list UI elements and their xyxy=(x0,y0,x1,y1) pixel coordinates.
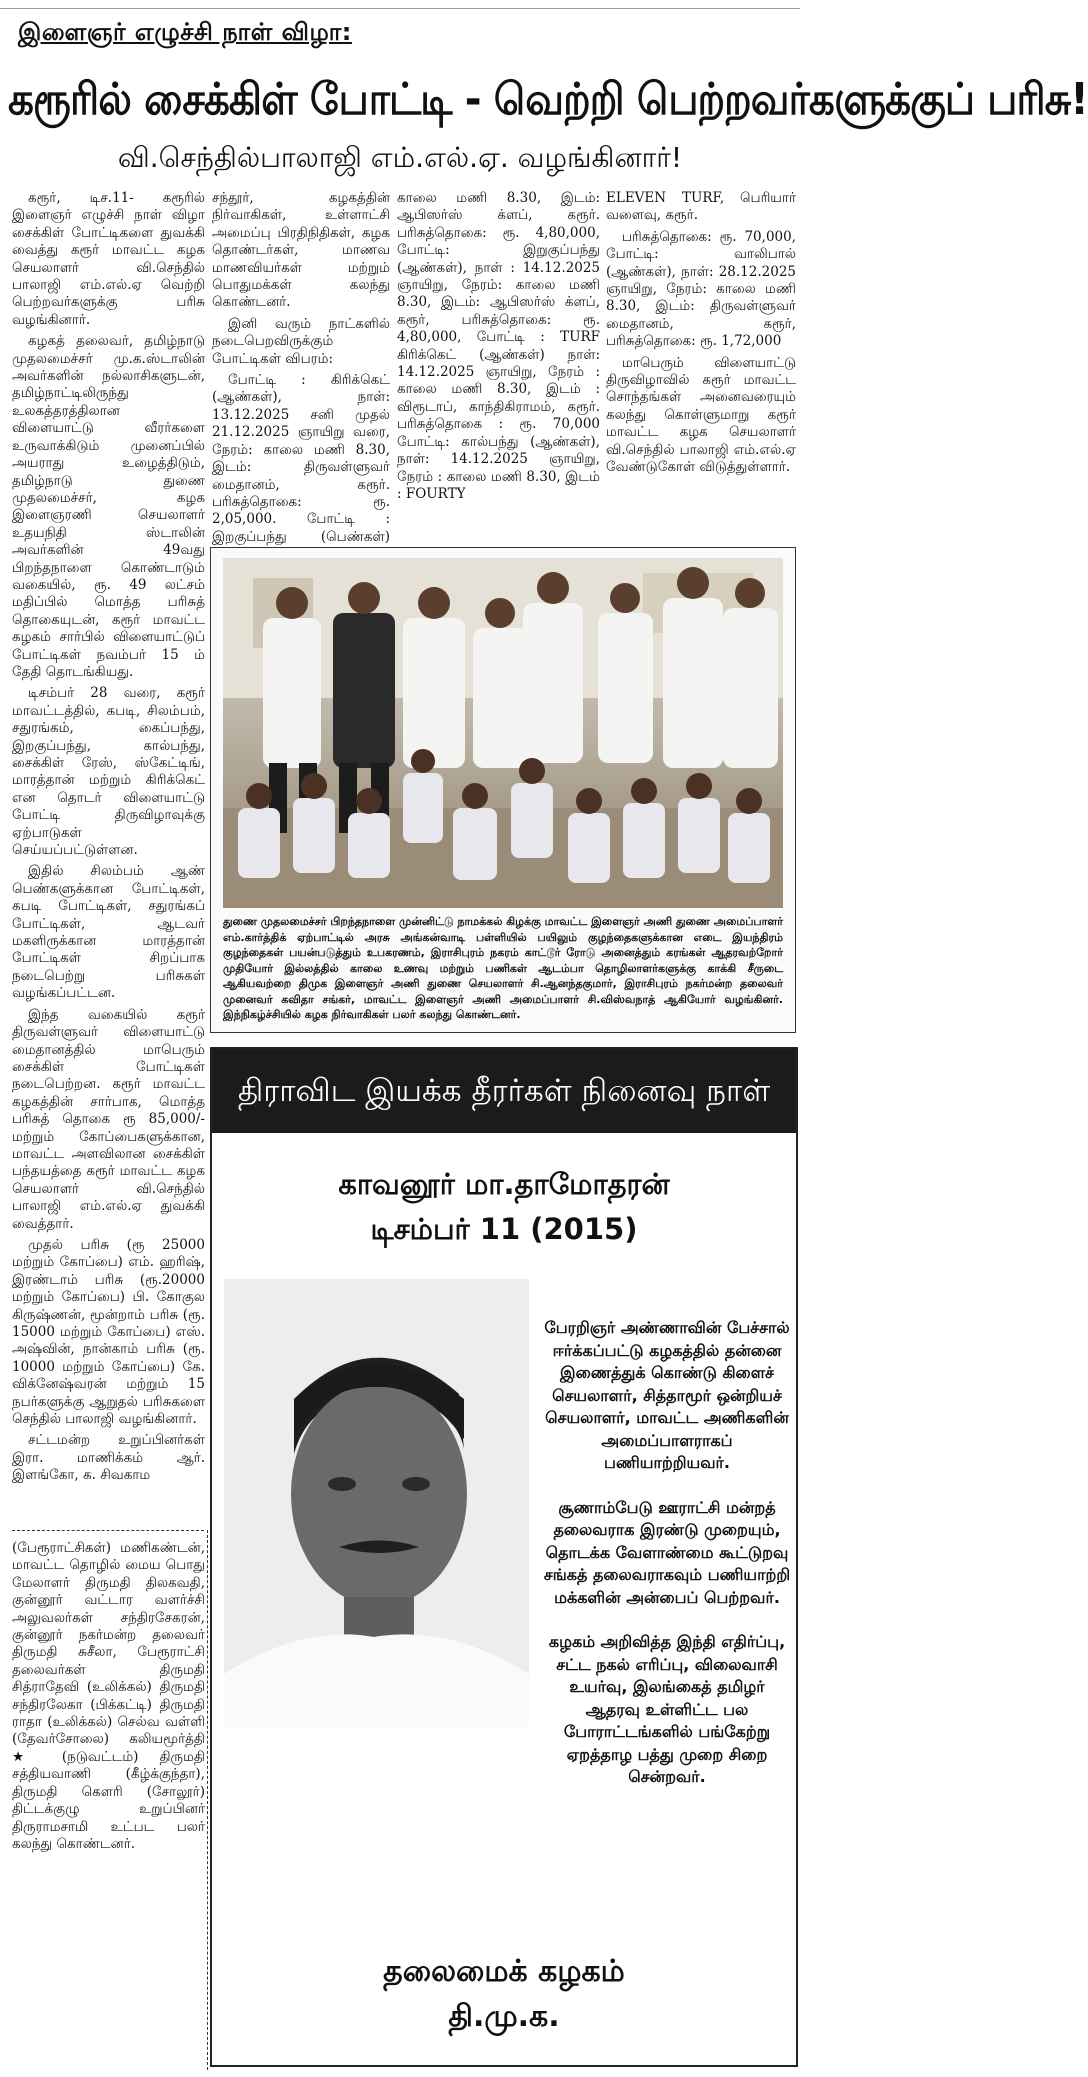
dashed-divider-horizontal xyxy=(12,1530,204,1531)
article-paragraph: (பேரூராட்சிகள்) மணிகண்டன், மாவட்ட தொழில் மைய பொது மேலாளர் திருமதி திலகவதி, குன்னூர் வட்டார வளர்ச்சி அலுவலர்கள் சந்திரசேகரன், குன்னூர் நகர்மன்ற தலைவர் திருமதி சுசீலா, பேரூராட்சி தலைவர்கள் திருமதி சித்ராதேவி (உலிக்கல்) திருமதி சந்திரலேகா (பிக்கட்டி) திருமதி ராதா (உலிக்கல்) செல்வ வள்ளி (தேவர்சோலை) கலியமூர்த்தி ★ (நடுவட்டம்) திருமதி சத்தியவாணி (கீழ்க்குந்தா), திருமதி கௌரி (சோலூர்) திட்டக்குழு உறுப்பினர் திருராமசாமி உட்பட பலர் கலந்து கொண்டனர். xyxy=(12,1540,205,1852)
article-column-2 xyxy=(212,190,390,545)
memorial-banner: திராவிட இயக்க தீரர்கள் நினைவு நாள் xyxy=(212,1049,796,1133)
memorial-paragraph: கழகம் அறிவித்த இந்தி எதிர்ப்பு, சட்ட நகல் எரிப்பு, விலைவாசி உயர்வு, இலங்கைத் தமிழர் ஆதரவு உள்ளிட்ட பல போராட்டங்களில் பங்கேற்று ஏறத்தாழ பத்து முறை சிறை சென்றவர். xyxy=(548,1632,786,1786)
article-column-3 xyxy=(397,190,600,545)
article-paragraph: சட்டமன்ற உறுப்பினர்கள் இரா. மாணிக்கம் ஆர். இளங்கோ, க. சிவகாம xyxy=(12,1432,205,1484)
article-paragraph: இதில் சிலம்பம் ஆண் பெண்களுக்கான போட்டிகள், கபடி போட்டிகள், சதுரங்கப் போட்டிகள், ஆடவர் மகளிருக்கான மாரத்தான் போட்டிகள் சிறப்பாக நடைபெற்று பரிசுகள் வழங்கப்பட்டன. xyxy=(12,863,205,1002)
article-paragraph: சந்தூர், கழகத்தின் நிர்வாகிகள், உள்ளாட்சி அமைப்பு பிரதிநிதிகள், கழக தொண்டர்கள், மாணவ மாணவியர்கள் மற்றும் பொதுமக்கள் கலந்து கொண்டனர். xyxy=(212,190,390,311)
group-photo xyxy=(223,558,783,908)
memorial-paragraph: சூணாம்பேடு ஊராட்சி மன்றத் தலைவராக இரண்டு முறையும், தொடக்க வேளாண்மை கூட்டுறவு சங்கத் தலைவராகவும் பணியாற்றி மக்களின் அன்பைப் பெற்றவர். xyxy=(543,1497,791,1607)
article-paragraph: பரிசுத்தொகை: ரூ. 70,000, போட்டி: வாலிபால் (ஆண்கள்), நாள்: 28.12.2025 ஞாயிறு, நேரம்: காலை மணி 8.30, இடம்: திருவள்ளுவர் மைதானம், கரூர், பரிசுத்தொகை: ரூ. 1,72,000 xyxy=(606,228,796,350)
article-column-4 xyxy=(606,190,796,545)
photo-caption: துணை முதலமைச்சர் பிறந்தநாளை முன்னிட்டு நாமக்கல் கிழக்கு மாவட்ட இளைஞர் அணி துணை அமைப்பாளர் எம்.கார்த்திக் ஏற்பாட்டில் அரசு அங்கன்வாடி பள்ளியில் பயிலும் குழந்தைகளுக்கான எடை இயந்திரம் குழந்தைகள் பயன்படுத்தும் உபகரணம், இராசிபுரம் நகரம் காட்டூர் ரோடு அனைத்தும் கரங்கள் ஆதரவற்றோர் முதியோர் இல்லத்தில் காலை உணவு மற்றும் பணிகள் ஆடம்பா தொழிலாளர்களுக்கு காக்கி சீருடை ஆகியவற்றை திமுக இளைஞர் அணி துணை செயலாளர் சி.ஆனந்தகுமார், இராசிபுரம் நகர்மன்ற தலைவர் முனைவர் கவிதா சங்கர், மாவட்ட இளைஞர் அணி அமைப்பாளர் சி.விஸ்வநாத் ஆகியோர் வழங்கினர். இந்நிகழ்ச்சியில் கழக நிர்வாகிகள் பலர் கலந்து கொண்டனர். xyxy=(223,915,783,1021)
article-paragraph: போட்டி : கிரிக்கெட் (ஆண்கள்), நாள்: 13.12.2025 சனி முதல் 21.12.2025 ஞாயிறு வரை, நேரம்: காலை மணி 8.30, இடம்: திருவள்ளுவர் மைதானம், கரூர். பரிசுத்தொகை: ரூ. 2,05,000. போட்டி : இறகுப்பந்து (பெண்கள்) xyxy=(212,372,390,545)
main-headline: கரூரில் சைக்கிள் போட்டி - வெற்றி பெற்றவர்களுக்குப் பரிசு! xyxy=(8,74,1088,125)
memorial-biography xyxy=(542,1317,792,1811)
article-paragraph: காலை மணி 8.30, இடம்: ஆபிஸர்ஸ் க்ளப், கரூர். பரிசுத்தொகை: ரூ. 4,80,000, போட்டி: இறுகுப்பந்து (ஆண்கள்), நாள் : 14.12.2025 ஞாயிறு, நேரம்: காலை மணி 8.30, இடம்: ஆபிஸர்ஸ் க்ளப், கரூர், பரிசுத்தொகை: ரூ. 4,80,000, போட்டி : TURF கிரிக்கெட் (ஆண்கள்) நாள்: 14.12.2025 ஞாயிறு, நேரம் : காலை மணி 8.30, இடம் : விரூடாப், காந்திகிராமம், கரூர். பரிசுத்தொகை : ரூ. 70,000 போட்டி: கால்பந்து (ஆண்கள்), நாள்: 14.12.2025 ஞாயிறு, நேரம் : காலை மணி 8.30, இடம் : FOURTY xyxy=(397,190,600,502)
memorial-party: தி.மு.க. xyxy=(448,1999,560,2034)
article-paragraph: கரூர், டிச.11- கரூரில் இளைஞர் எழுச்சி நாள் விழா சைக்கிள் போட்டிகளை துவக்கி வைத்து கரூர் மாவட்ட கழக செயலாளர் வி.செந்தில் பாலாஜி எம்.எல்.ஏ வெற்றி பெற்றவர்களுக்கு பரிசு வழங்கினார். xyxy=(12,190,205,328)
article-paragraph: கழகத் தலைவர், தமிழ்நாடு முதலமைச்சர் மு.க.ஸ்டாலின் அவர்களின் நல்லாசிகளுடன், தமிழ்நாட்டிலிருந்து உலகத்தரத்திலான விளையாட்டு வீரர்களை உருவாக்கிடும் முனைப்பில் அயராது உழைத்திடும், தமிழ்நாடு துணை முதலமைச்சர், கழக இளைஞரணி செயலாளர் உதயநிதி ஸ்டாலின் அவர்களின் 49வது பிறந்தநாளை கொண்டாடும் வகையில், ரூ. 49 லட்சம் மதிப்பில் மொத்த பரிசுத் தொகையுடன், கரூர் மாவட்ட கழகம் சார்பில் விளையாட்டுப் போட்டிகள் நவம்பர் 15 ம் தேதி தொடங்கியது. xyxy=(12,333,205,680)
article-paragraph: இந்த வகையில் கரூர் திருவள்ளுவர் விளையாட்டு மைதானத்தில் மாபெரும் சைக்கிள் போட்டிகள் நடைபெற்றன. கரூர் மாவட்ட கழகத்தின் சார்பாக, மொத்த பரிசுத் தொகை ரூ 85,000/- மற்றும் கோப்பைகளுக்கான, மாவட்ட அளவிலான சைக்கிள் பந்தயத்தை கரூர் மாவட்ட கழக செயலாளர் வி.செந்தில் பாலாஜி எம்.எல்.ஏ துவக்கி வைத்தார். xyxy=(12,1006,205,1232)
kicker-heading: இளைஞர் எழுச்சி நாள் விழா: xyxy=(18,18,352,46)
article-paragraph: மாபெரும் விளையாட்டு திருவிழாவில் கரூர் மாவட்ட சொந்தங்கள் அனைவரையும் கலந்து கொள்ளுமாறு கரூர் மாவட்ட கழக செயலாளர் வி.செந்தில் பாலாஜி எம்.எல்.ஏ வேண்டுகோள் விடுத்துள்ளார். xyxy=(606,354,796,476)
article-column-1 xyxy=(12,190,205,1525)
memorial-date: டிசம்பர் 11 (2015) xyxy=(370,1212,638,1246)
article-paragraph: ELEVEN TURF, பெரியார் வளைவு, கரூர். xyxy=(606,190,796,224)
portrait-illustration xyxy=(224,1279,529,1727)
group-photo-illustration xyxy=(223,558,783,908)
article-paragraph: டிசம்பர் 28 வரை, கரூர் மாவட்டத்தில், கபடி, சிலம்பம், சதுரங்கம், கைப்பந்து, இறகுப்பந்து, கால்பந்து, சைக்கிள் ரேஸ், ஸ்கேட்டிங், மாரத்தான் மற்றும் கிரிக்கெட் என தொடர் விளையாட்டு போட்டி திருவிழாவுக்கு ஏற்பாடுகள் செய்யப்பட்டுள்ளன. xyxy=(12,685,205,859)
memorial-notice xyxy=(210,1047,798,2067)
memorial-paragraph: பேரறிஞர் அண்ணாவின் பேச்சால் ஈர்க்கப்பட்டு கழகத்தில் தன்னை இணைத்துக் கொண்டு கிளைச் செயலாளர், சித்தாமூர் ஒன்றியச் செயலாளர், மாவட்ட அணிகளின் அமைப்பாளராகப் பணியாற்றியவர். xyxy=(544,1318,790,1472)
article-column-1-continued xyxy=(12,1540,205,2060)
memorial-portrait xyxy=(224,1279,529,1727)
photo-box xyxy=(210,547,796,1033)
memorial-person-name: காவனூர் மா.தாமோதரன் xyxy=(338,1167,670,1201)
dashed-divider-vertical xyxy=(207,1530,208,2070)
top-page-strip xyxy=(0,0,800,9)
memorial-issuer: தலைமைக் கழகம் xyxy=(383,1954,625,1989)
article-paragraph: முதல் பரிசு (ரூ 25000 மற்றும் கோப்பை) எம். ஹரிஷ், இரண்டாம் பரிசு (ரூ.20000 மற்றும் கோப்பை) பி. கோகுல கிருஷ்ணன், மூன்றாம் பரிசு (ரூ. 15000 மற்றும் கோப்பை) எஸ். அஷ்வின், நான்காம் பரிசு (ரூ. 10000 மற்றும் கோப்பை) கே. விக்னேஷ்வரன் மற்றும் 15 நபர்களுக்கு ஆறுதல் பரிசுகளை செந்தில் பாலாஜி வழங்கினார். xyxy=(12,1236,205,1428)
article-paragraph: இனி வரும் நாட்களில் நடைபெறவிருக்கும் போட்டிகள் விபரம்: xyxy=(212,315,390,367)
subheadline: வி.செந்தில்பாலாஜி எம்.எல்.ஏ. வழங்கினார்! xyxy=(117,141,683,174)
